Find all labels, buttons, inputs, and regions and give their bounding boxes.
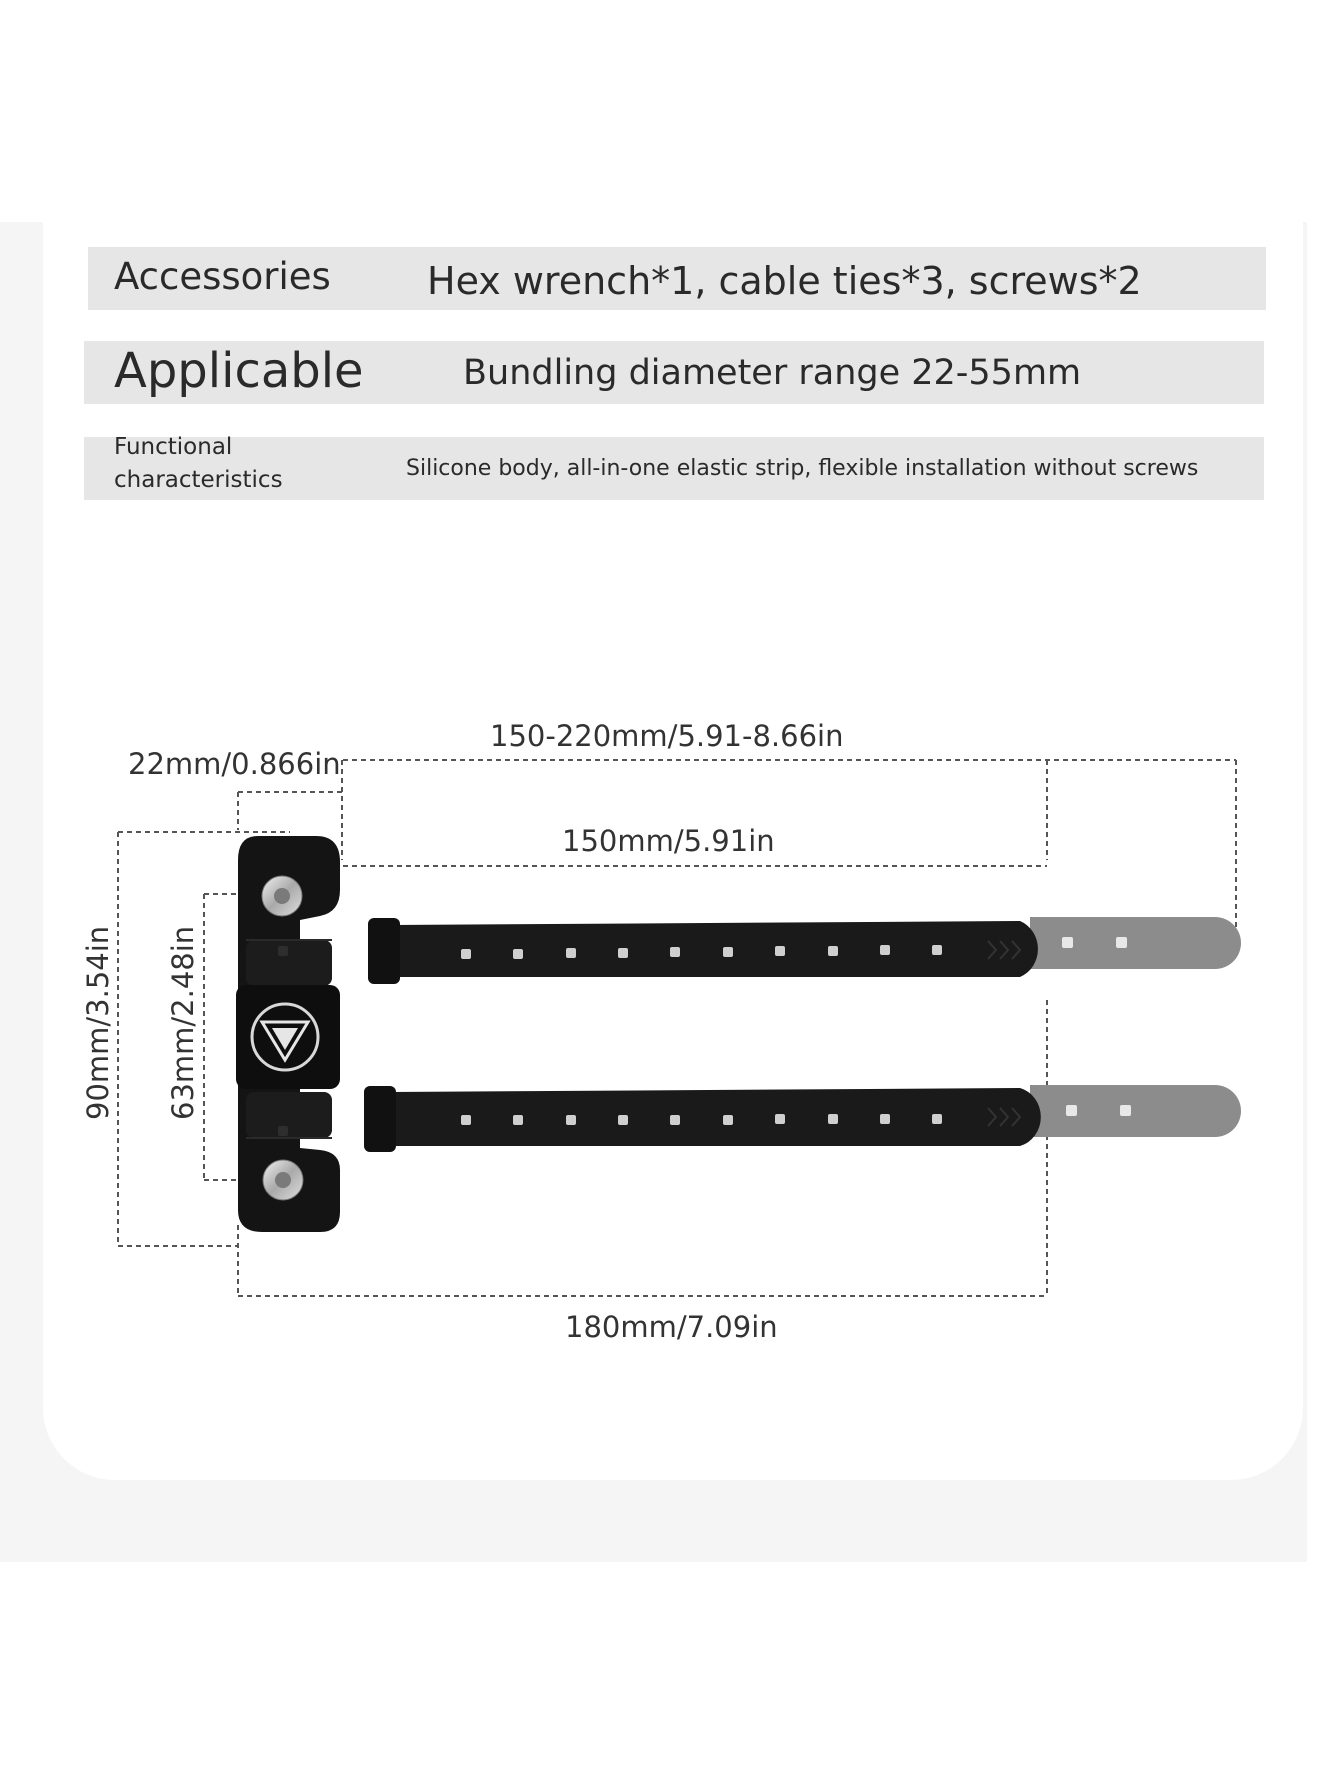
spec-value-applicable: Bundling diameter range 22-55mm — [463, 353, 1082, 393]
dimension-height-outer-label: 90mm/3.54in — [81, 925, 115, 1120]
lower-strap — [364, 1085, 1241, 1152]
screw-head-icon — [262, 876, 302, 916]
upper-extension-hole — [1116, 937, 1127, 948]
dimension-width-label: 22mm/0.866in — [128, 747, 341, 781]
spec-label-functional: Functional characteristics — [114, 434, 283, 493]
spec-label-applicable: Applicable — [114, 343, 364, 399]
mount-segment-upper — [246, 940, 332, 986]
upper-strap-extension — [1030, 917, 1241, 969]
spec-value-accessories: Hex wrench*1, cable ties*3, screws*2 — [427, 259, 1142, 303]
lower-strap-extension — [1030, 1085, 1241, 1137]
lower-extension-hole — [1066, 1105, 1077, 1116]
spec-label-accessories: Accessories — [114, 255, 331, 298]
screw-head-icon — [263, 1160, 303, 1200]
upper-strap — [368, 917, 1241, 984]
spec-value-functional: Silicone body, all-in-one elastic strip, flexible installation without screws — [406, 456, 1199, 481]
dimension-total-strap-label: 150-220mm/5.91-8.66in — [490, 719, 844, 753]
dimension-height-inner-label: 63mm/2.48in — [166, 925, 200, 1120]
upper-extension-hole — [1062, 937, 1073, 948]
dimension-strap-label: 150mm/5.91in — [562, 824, 775, 858]
lower-strap-collar — [364, 1086, 396, 1152]
lower-strap-body — [390, 1088, 1041, 1146]
lower-extension-hole — [1120, 1105, 1131, 1116]
dimension-total-length-label: 180mm/7.09in — [565, 1310, 778, 1344]
mount-segment-lower — [246, 1092, 332, 1138]
upper-strap-collar — [368, 918, 400, 984]
